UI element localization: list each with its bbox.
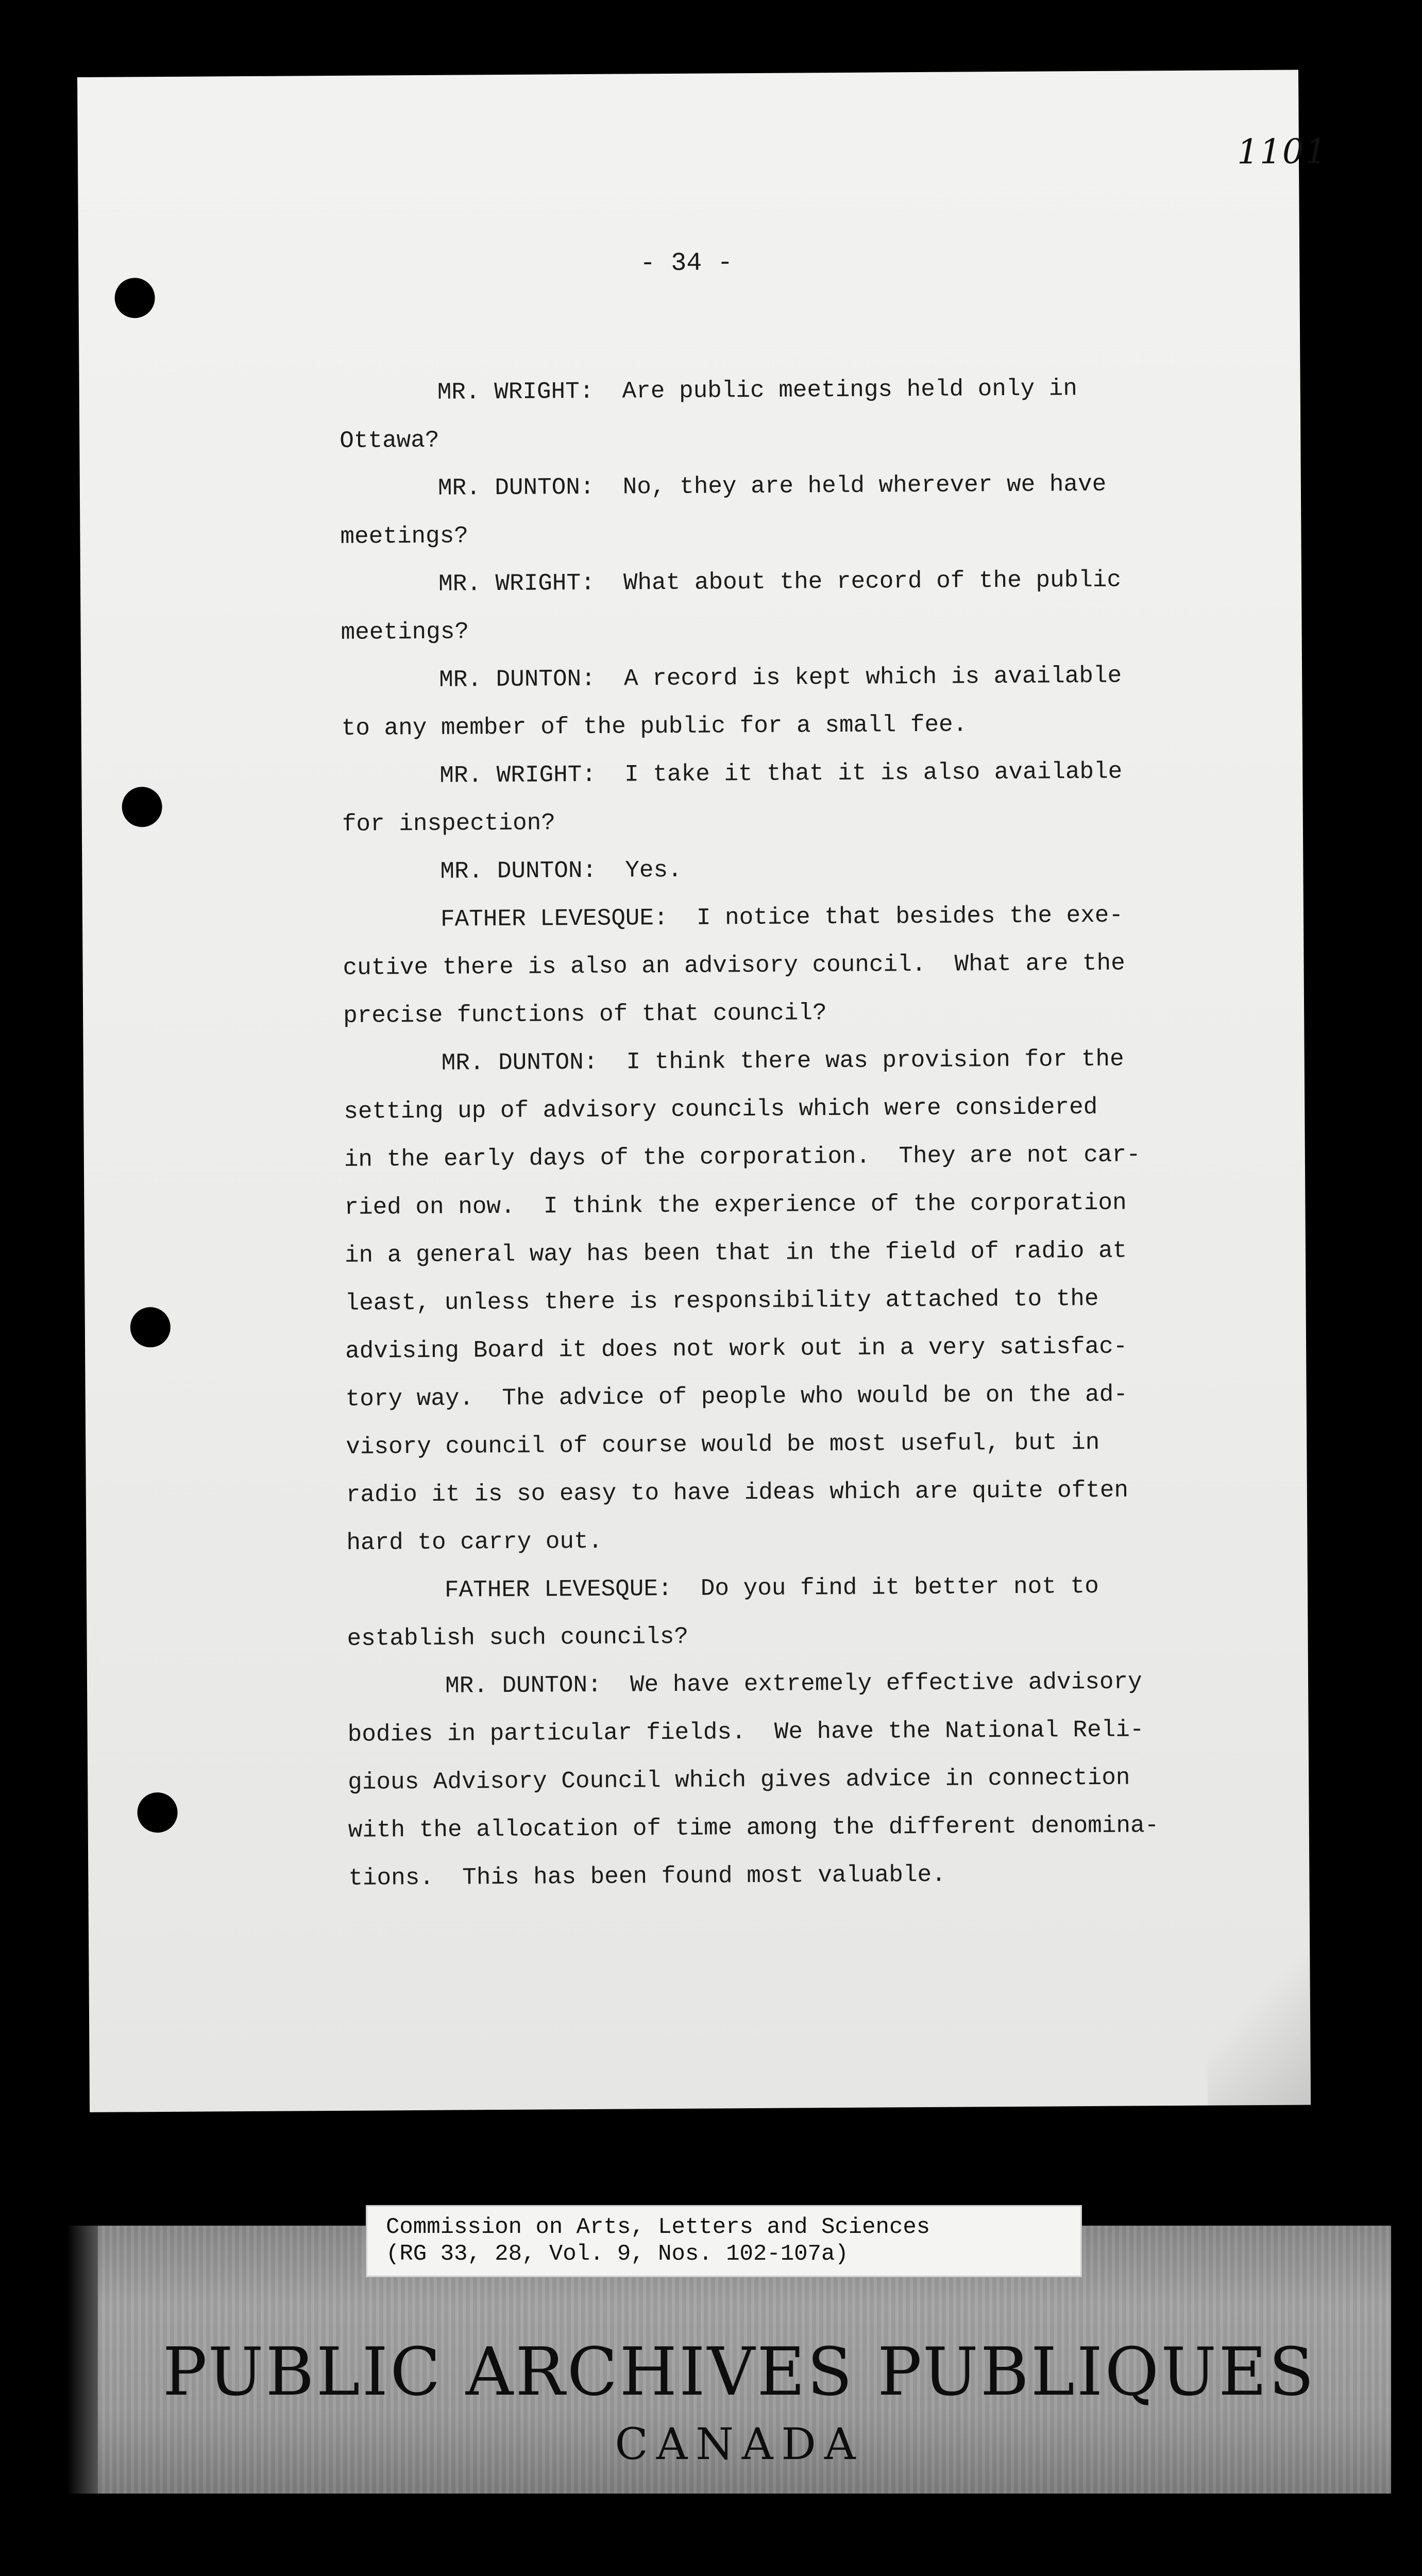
- transcript-paragraph: [339, 364, 1195, 465]
- text-line: ried on now. I think the experience of the corporation: [344, 1189, 1127, 1221]
- text-line: Ottawa?: [340, 427, 439, 454]
- folio-number: 1101: [1237, 131, 1328, 172]
- transcript-paragraph: [340, 460, 1196, 561]
- text-line: MR. DUNTON: A record is kept which is available: [438, 662, 1122, 693]
- transcript-paragraph: [341, 652, 1197, 753]
- text-line: hard to carry out.: [346, 1528, 603, 1556]
- archive-banner-title: PUBLIC ARCHIVES PUBLIQUES: [162, 2334, 1316, 2411]
- archive-banner: [88, 2214, 1391, 2494]
- text-line: meetings?: [341, 618, 469, 646]
- text-line: gious Advisory Council which gives advice in connection: [348, 1764, 1130, 1796]
- text-line: establish such councils?: [347, 1623, 689, 1652]
- text-line: setting up of advisory councils which were considered: [344, 1093, 1098, 1125]
- punch-hole: [137, 1792, 177, 1833]
- text-line: MR. WRIGHT: I take it that it is also available: [439, 758, 1123, 789]
- text-line: tions. This has been found most valuable.: [348, 1861, 946, 1892]
- text-line: to any member of the public for a small fee.: [341, 711, 968, 742]
- text-line: MR. DUNTON: Yes.: [440, 856, 682, 885]
- text-line: for inspection?: [342, 809, 556, 838]
- document-page: [77, 70, 1328, 2112]
- punch-hole: [130, 1307, 171, 1347]
- transcript-paragraph: [342, 843, 1198, 896]
- transcript-paragraph: [342, 748, 1197, 849]
- text-line: MR. WRIGHT: Are public meetings held only in: [437, 375, 1078, 406]
- punch-hole: [114, 278, 155, 318]
- archive-label-line: (RG 33, 28, Vol. 9, Nos. 102-107a): [386, 2241, 849, 2267]
- text-line: with the allocation of time among the different denomina-: [348, 1812, 1159, 1844]
- text-line: in a general way has been that in the field of radio at: [344, 1237, 1127, 1269]
- text-line: MR. WRIGHT: What about the record of the public: [438, 566, 1122, 598]
- transcript-paragraph: [347, 1562, 1203, 1663]
- text-line: MR. DUNTON: No, they are held wherever we have: [437, 470, 1107, 502]
- text-line: cutive there is also an advisory council. What are the: [343, 950, 1125, 981]
- archive-label-slip: [366, 2205, 1082, 2277]
- text-line: precise functions of that council?: [343, 999, 827, 1029]
- transcript-paragraph: [341, 556, 1196, 657]
- page-number: - 34 -: [640, 248, 733, 279]
- punch-hole: [122, 787, 162, 827]
- text-line: tory way. The advice of people who would be on the ad-: [345, 1381, 1128, 1413]
- transcript-body: [339, 364, 1204, 1903]
- transcript-paragraph: [343, 891, 1199, 1040]
- text-line: in the early days of the corporation. They are not car-: [344, 1141, 1141, 1173]
- text-line: least, unless there is responsibility attached to the: [345, 1285, 1099, 1317]
- text-line: advising Board it does not work out in a very satisfac-: [345, 1333, 1128, 1365]
- text-line: visory council of course would be most useful, but in: [346, 1429, 1100, 1461]
- text-line: FATHER LEVESQUE: I notice that besides the exe-: [440, 902, 1124, 933]
- transcript-paragraph: [347, 1658, 1204, 1903]
- text-line: bodies in particular fields. We have the National Reli-: [347, 1716, 1144, 1748]
- text-line: MR. DUNTON: I think there was provision for the: [441, 1045, 1124, 1077]
- text-line: meetings?: [340, 522, 469, 550]
- text-line: radio it is so easy to have ideas which are quite often: [346, 1477, 1129, 1509]
- archive-label-line: Commission on Arts, Letters and Sciences: [386, 2214, 930, 2240]
- text-line: FATHER LEVESQUE: Do you find it better not to: [444, 1572, 1099, 1604]
- archive-banner-subtitle: CANADA: [615, 2419, 864, 2469]
- transcript-paragraph: [343, 1035, 1201, 1567]
- text-line: MR. DUNTON: We have extremely effective advisory: [445, 1668, 1142, 1700]
- page-corner-shading: [1207, 1940, 1311, 2105]
